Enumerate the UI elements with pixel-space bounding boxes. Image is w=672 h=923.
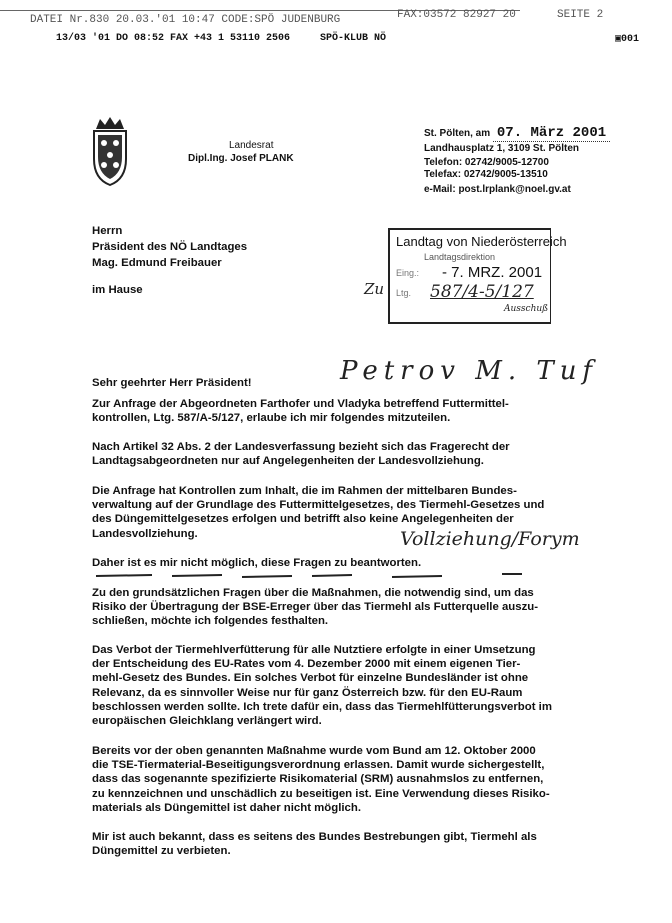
stamp-date: - 7. MRZ. 2001	[442, 264, 543, 281]
text-line: beschlossen werden sollte. Ich trete dafür ein, dass das Tiermehlfütterungsverbot im	[92, 700, 552, 713]
handwritten-note: Zu	[364, 280, 385, 298]
text-line: der Entscheidung des EU-Rates vom 4. Dezember 2000 mit einem eigenen Tier-	[92, 658, 521, 671]
text-line: Zur Anfrage der Abgeordneten Farthofer und Vladyka betreffend Futtermittel-	[92, 398, 509, 410]
text-line: Mir ist auch bekannt, dass es seitens des Bundes Bestrebungen gibt, Tiermehl als	[92, 831, 537, 843]
fax-header-page-count: ▣001	[615, 34, 640, 45]
fax-header-number: FAX:03572 82927 20	[397, 9, 516, 21]
stamp-label: Eing.:	[396, 268, 420, 278]
handwritten-annotation: Vollziehung/Forym	[400, 528, 580, 550]
recipient-line: Herrn	[92, 225, 123, 237]
text-line: Landtagsabgeordneten nur auf Angelegenheiten der Landesvollziehung.	[92, 455, 484, 468]
stamp-label: Ltg.	[396, 288, 412, 298]
text-line: europäischen Gleichklang verlängert wird.	[92, 715, 322, 728]
text-line: Landesvollziehung.	[92, 527, 198, 540]
stamp-footer: Ausschuß	[504, 304, 549, 314]
text-line: dass das sogenannte spezifizierte Risikomaterial (SRM) ausnahmslos zu entfernen,	[92, 773, 544, 786]
paragraph	[92, 397, 509, 425]
fax-header-line2: 13/03 '01 DO 08:52 FAX +43 1 53110 2506	[56, 33, 291, 44]
text-line: Düngemittel zu verbieten.	[92, 845, 231, 858]
sender-name: Dipl.Ing. Josef PLANK	[188, 153, 294, 164]
text-line: Daher ist es mir nicht möglich, diese Fragen zu beantworten.	[92, 557, 422, 569]
handwritten-annotation: Petrov M. Tuf	[340, 356, 599, 386]
paragraph	[92, 830, 537, 858]
paragraph	[92, 556, 421, 570]
text-line: verwaltung auf der Grundlage des Futtermittelgesetzes, des Tiermehl-Gesetzes und	[92, 499, 545, 512]
stamp-number: 587/4-5/127	[430, 282, 534, 302]
paragraph	[92, 440, 510, 468]
stamp-title: Landtag von Niederösterreich	[396, 234, 567, 249]
recipient-line: Mag. Edmund Freibauer	[92, 257, 222, 270]
text-line: Die Anfrage hat Kontrollen zum Inhalt, die im Rahmen der mittelbaren Bundes-	[92, 485, 517, 497]
recipient-line: Präsident des NÖ Landtages	[92, 241, 248, 254]
text-line: materials als Düngemittel ist daher nicht möglich.	[92, 801, 362, 814]
text-line: Risiko der Übertragung der BSE-Erreger über das Tiermehl als Futterquelle auszu-	[92, 601, 539, 614]
text-line: mehl-Gesetz des Bundes. Ein solches Verbot für einzelne Bundesländer ist ohne	[92, 672, 529, 685]
sender-fax: Telefax: 02742/9005-13510	[424, 169, 548, 180]
salutation: Sehr geehrter Herr Präsident!	[92, 377, 252, 389]
text-line: Nach Artikel 32 Abs. 2 der Landesverfassung bezieht sich das Fragerecht der	[92, 441, 510, 453]
recipient-line: im Hause	[92, 283, 143, 296]
fax-icon: ▣	[615, 34, 622, 45]
fax-header-page: SEITE 2	[557, 9, 604, 21]
paragraph	[92, 586, 538, 629]
text-line: die TSE-Tiermaterial-Beseitigungsverordnung erlassen. Damit wurde sichergestellt,	[92, 759, 545, 772]
receipt-stamp	[388, 228, 567, 324]
paragraph	[92, 744, 550, 815]
text-line: kontrollen, Ltg. 587/A-5/127, erlaube ich mir folgendes mitzuteilen.	[92, 412, 451, 425]
recipient-block	[92, 224, 247, 297]
paragraph	[92, 643, 552, 728]
stamp-subtitle: Landtagsdirektion	[424, 252, 496, 262]
letter-date: 07. März 2001	[493, 125, 610, 142]
text-line: Das Verbot der Tiermehlverfütterung für alle Nutztiere erfolgte in einer Umsetzung	[92, 644, 536, 656]
hand-drawn-underline	[92, 571, 532, 581]
sender-address: Landhausplatz 1, 3109 St. Pölten	[424, 143, 580, 154]
text-line: des Düngemittelgesetzes erfolgen und betrifft also keine Angelegenheiten der	[92, 513, 514, 526]
text-line: schließen, möchte ich folgendes festhalten.	[92, 615, 329, 628]
coat-of-arms-logo	[90, 115, 130, 187]
text-line: Zu den grundsätzlichen Fragen über die Maßnahmen, die notwendig sind, um das	[92, 587, 534, 599]
sender-title: Landesrat	[229, 140, 274, 151]
text-line: Relevanz, da es sinnvoller Weise nur für ganz Österreich bzw. für den EU-Raum	[92, 686, 523, 699]
fax-header-line1: DATEI Nr.830 20.03.'01 10:47 CODE:SPÖ JUDENBURG	[30, 14, 341, 26]
date-line: St. Pölten, am 07. März 2001	[424, 125, 610, 141]
text-line: Bereits vor der oben genannten Maßnahme wurde vom Bund am 12. Oktober 2000	[92, 745, 536, 757]
text-line: zu kennzeichnen und unschädlich zu beseitigen ist. Eine Verwendung dieses Risiko-	[92, 787, 550, 800]
sender-phone: Telefon: 02742/9005-12700	[424, 157, 549, 168]
sender-email: e-Mail: post.lrplank@noel.gv.at	[424, 184, 571, 195]
paragraph	[92, 484, 544, 541]
fax-header-sender: SPÖ-KLUB NÖ	[320, 33, 387, 44]
